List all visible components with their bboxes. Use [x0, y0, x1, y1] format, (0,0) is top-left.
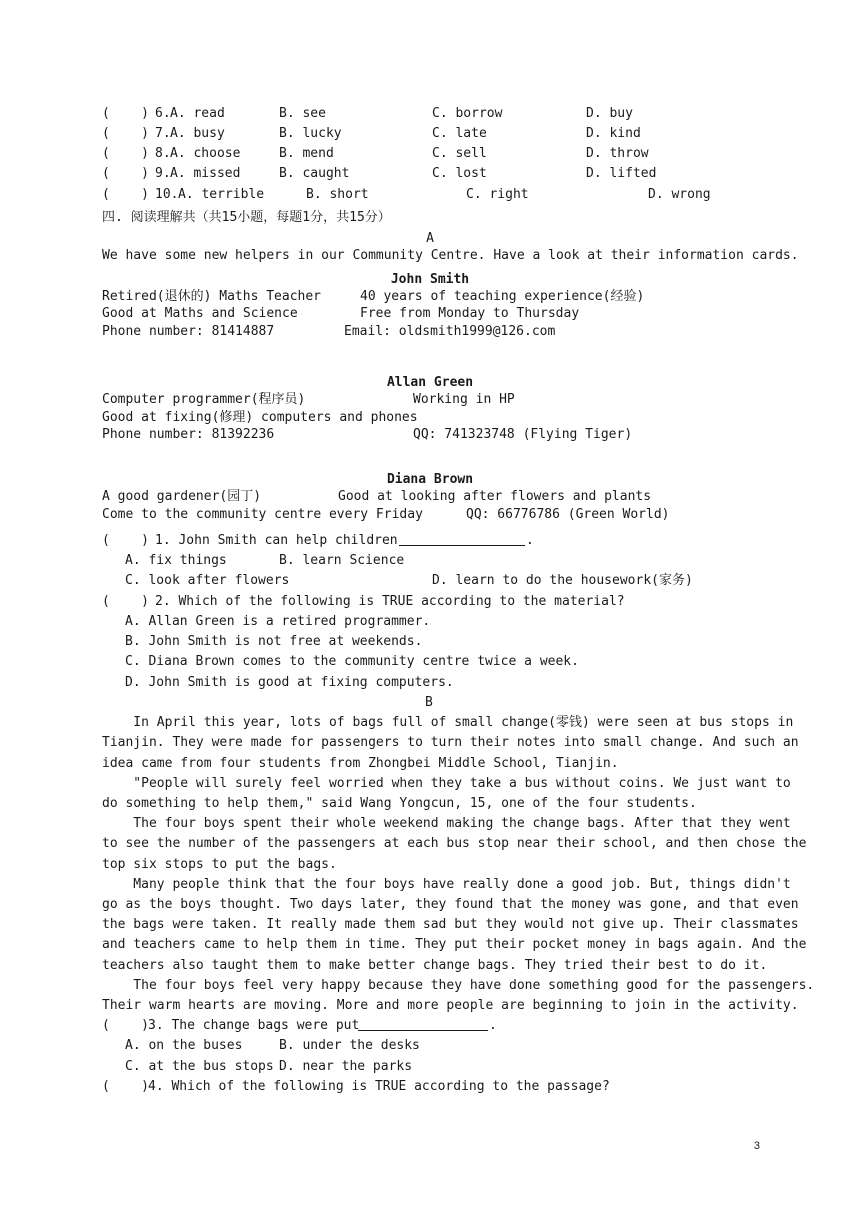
question-end: .: [489, 1018, 497, 1033]
question-stem: 3. The change bags were put: [148, 1018, 360, 1033]
option-c: C. Diana Brown comes to the community centre twice a week.: [125, 654, 579, 669]
answer-bracket[interactable]: ( ): [102, 146, 149, 161]
card-text: Working in HP: [413, 392, 515, 407]
option-a: A. choose: [170, 146, 241, 161]
page-number: 3: [753, 1140, 760, 1152]
answer-bracket[interactable]: ( ): [102, 126, 149, 141]
passage-line: go as the boys thought. Two days later, they found that the money was gone, and that even: [102, 897, 799, 912]
passage-line: In April this year, lots of bags full of small change(零钱) were seen at bus stops in: [102, 715, 794, 730]
answer-bracket[interactable]: ( ): [102, 594, 149, 609]
option-b: B. learn Science: [279, 553, 405, 568]
option-b: B. caught: [279, 166, 350, 181]
card-email: Email: oldsmith1999@126.com: [344, 324, 556, 339]
option-b: B. lucky: [279, 126, 342, 141]
question-number: 7.: [155, 126, 171, 141]
question-stem: 4. Which of the following is TRUE according to the passage?: [148, 1079, 610, 1094]
option-d: D. kind: [586, 126, 641, 141]
card-text: Good at looking after flowers and plants: [338, 489, 652, 504]
answer-blank[interactable]: [358, 1018, 488, 1031]
question-stem: 1. John Smith can help children: [155, 533, 398, 548]
passage-label: A: [426, 231, 434, 246]
card-name: John Smith: [390, 272, 470, 287]
option-d: D. near the parks: [279, 1059, 413, 1074]
card-text: A good gardener(园丁): [102, 489, 262, 504]
option-b: B. short: [306, 187, 369, 202]
option-a: A. fix things: [125, 553, 227, 568]
card-text: Retired(退休的) Maths Teacher: [102, 289, 322, 304]
answer-bracket[interactable]: ( ): [102, 187, 149, 202]
card-text: QQ: 66776786 (Green World): [466, 507, 670, 522]
option-b: B. John Smith is not free at weekends.: [125, 634, 423, 649]
option-a: A. Allan Green is a retired programmer.: [125, 614, 431, 629]
option-c: C. sell: [432, 146, 487, 161]
passage-line: "People will surely feel worried when they take a bus without coins. We just want to: [102, 776, 791, 791]
passage-line: do something to help them," said Wang Yongcun, 15, one of the four students.: [102, 796, 697, 811]
passage-line: The four boys feel very happy because they have done something good for the passengers.: [102, 978, 815, 993]
card-text: 40 years of teaching experience(经验): [360, 289, 645, 304]
option-c: C. look after flowers: [125, 573, 290, 588]
option-a: A. terrible: [178, 187, 265, 202]
option-c: C. lost: [432, 166, 487, 181]
answer-blank[interactable]: [399, 533, 525, 546]
option-c: C. at the bus stops: [125, 1059, 274, 1074]
passage-label: B: [425, 695, 433, 710]
question-number: 9.: [155, 166, 171, 181]
answer-bracket[interactable]: ( ): [102, 533, 149, 548]
card-text: Good at fixing(修理) computers and phones: [102, 410, 418, 425]
card-name: Allan Green: [386, 375, 474, 390]
section-title: 四. 阅读理解共（共15小题，每题1分，共15分）: [102, 210, 391, 225]
answer-bracket[interactable]: ( ): [102, 106, 149, 121]
card-text: Free from Monday to Thursday: [360, 306, 580, 321]
answer-bracket[interactable]: ( ): [102, 166, 149, 181]
option-d: D. buy: [586, 106, 633, 121]
passage-line: Many people think that the four boys have really done a good job. But, things didn't: [102, 877, 791, 892]
passage-line: Their warm hearts are moving. More and more people are beginning to join in the activity.: [102, 998, 799, 1013]
passage-line: and teachers came to help them in time. They put their pocket money in bags again. And the: [102, 937, 807, 952]
question-end: .: [526, 533, 534, 548]
option-b: B. see: [279, 106, 326, 121]
answer-bracket[interactable]: ( ): [102, 1079, 149, 1094]
passage-line: the bags were taken. It really made them sad but they would not give up. Their classmates: [102, 917, 799, 932]
card-text: Come to the community centre every Friday: [102, 507, 423, 522]
option-d: D. lifted: [586, 166, 657, 181]
question-number: 8.: [155, 146, 171, 161]
option-c: C. late: [432, 126, 487, 141]
option-a: A. read: [170, 106, 225, 121]
option-a: A. missed: [170, 166, 241, 181]
card-text: Phone number: 81414887: [102, 324, 275, 339]
option-d: D. John Smith is good at fixing computers.: [125, 675, 454, 690]
passage-line: to see the number of the passengers at each bus stop near their school, and then chose the: [102, 836, 807, 851]
card-text: QQ: 741323748 (Flying Tiger): [413, 427, 633, 442]
option-d: D. learn to do the housework(家务): [432, 573, 693, 588]
card-text: Good at Maths and Science: [102, 306, 298, 321]
card-name: Diana Brown: [386, 472, 474, 487]
option-c: C. right: [466, 187, 529, 202]
option-a: A. on the buses: [125, 1038, 243, 1053]
passage-line: teachers also taught them to make better change bags. They tried their best to do it.: [102, 958, 768, 973]
question-stem: 2. Which of the following is TRUE according to the material?: [155, 594, 625, 609]
passage-intro: We have some new helpers in our Community Centre. Have a look at their information cards.: [102, 248, 799, 263]
option-c: C. borrow: [432, 106, 503, 121]
option-d: D. wrong: [648, 187, 711, 202]
option-a: A. busy: [170, 126, 225, 141]
question-number: 10.: [155, 187, 179, 202]
answer-bracket[interactable]: ( ): [102, 1018, 149, 1033]
option-b: B. under the desks: [279, 1038, 420, 1053]
passage-line: Tianjin. They were made for passengers to turn their notes into small change. And such an: [102, 735, 799, 750]
card-text: Computer programmer(程序员): [102, 392, 306, 407]
passage-line: top six stops to put the bags.: [102, 857, 337, 872]
passage-line: idea came from four students from Zhongbei Middle School, Tianjin.: [102, 756, 619, 771]
option-b: B. mend: [279, 146, 334, 161]
passage-line: The four boys spent their whole weekend making the change bags. After that they went: [102, 816, 791, 831]
option-d: D. throw: [586, 146, 649, 161]
question-number: 6.: [155, 106, 171, 121]
card-text: Phone number: 81392236: [102, 427, 275, 442]
